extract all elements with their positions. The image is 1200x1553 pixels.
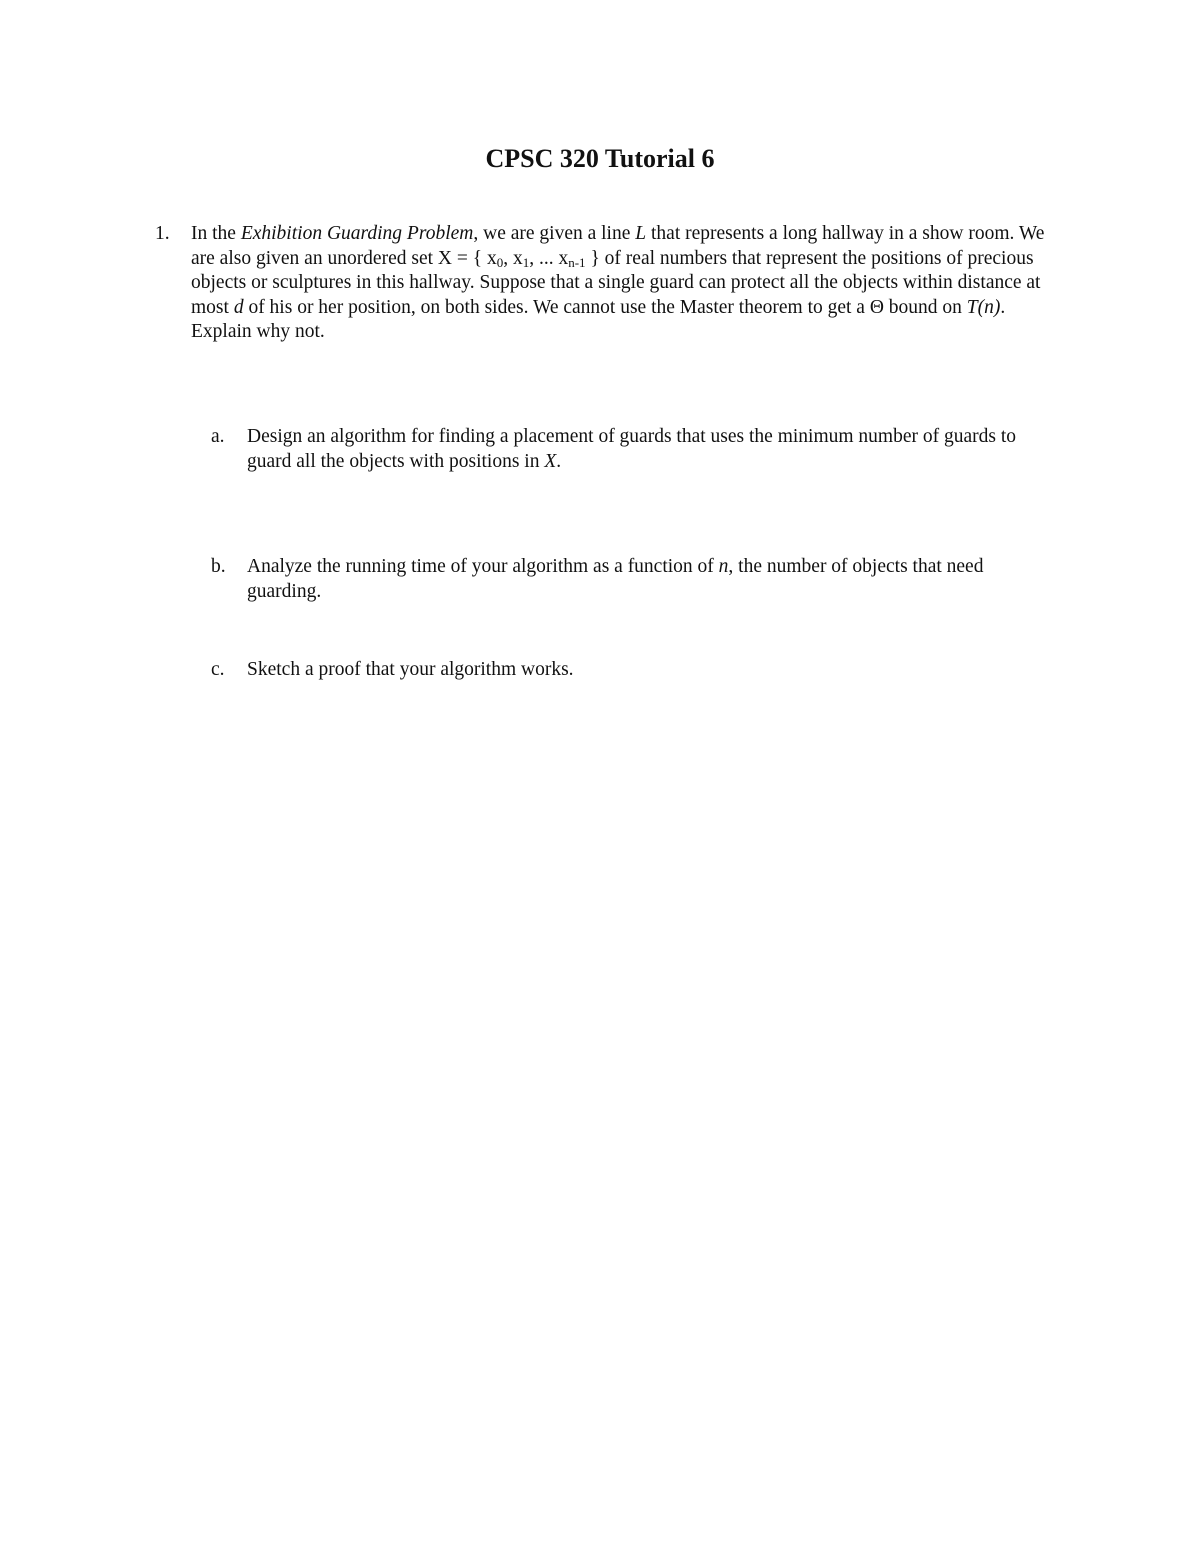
q1-intro: In the: [191, 223, 241, 244]
part-b-variable: n: [718, 556, 729, 577]
q1-text-1: , we are given a line: [473, 223, 636, 244]
part-a-text: [247, 425, 1037, 474]
q1-text-7: . Explain why not.: [191, 296, 1006, 343]
subscript-1: 1: [522, 254, 530, 270]
part-b-text: [247, 555, 1037, 604]
problem-name: Exhibition Guarding Problem: [240, 223, 474, 244]
part-a-body: Design an algorithm for finding a placement of guards that uses the minimum number of guards to guard all the objects with positions in: [247, 426, 1016, 472]
distance-variable: d: [233, 296, 244, 318]
part-c-body: Sketch a proof that your algorithm works.: [247, 659, 574, 680]
q1-text-3: , x: [503, 247, 523, 269]
subscript-n-1: n-1: [568, 254, 586, 270]
question-1-text: [191, 222, 1061, 345]
question-number: 1.: [155, 223, 170, 244]
part-b-end: , the number of objects that need guarding.: [247, 556, 984, 602]
part-b-label: b.: [211, 556, 226, 577]
q1-text-6: of his or her position, on both sides. We cannot use the Master theorem to get a Θ bound on: [243, 296, 967, 318]
part-c-text: [247, 658, 1037, 683]
part-c-label: c.: [211, 659, 225, 680]
part-a-end: .: [556, 450, 562, 472]
part-b-body: Analyze the running time of your algorithm as a function of: [247, 556, 719, 577]
line-variable: L: [635, 223, 647, 244]
page-title: CPSC 320 Tutorial 6: [485, 144, 715, 173]
q1-text-4: , ... x: [529, 247, 569, 269]
t-of-n: T(n): [966, 296, 1001, 318]
q1-text-2: that represents a long hallway in a show room. We are also given an unordered set X = { x: [191, 223, 1045, 269]
subscript-0: 0: [496, 254, 504, 270]
part-a-variable: X: [544, 450, 557, 472]
part-a-label: a.: [211, 426, 225, 447]
q1-text-5: } of real numbers that represent the positions of precious objects or sculptures in this hallway. Suppose that a single guard can protect all the objects within distance at most: [191, 247, 1041, 318]
